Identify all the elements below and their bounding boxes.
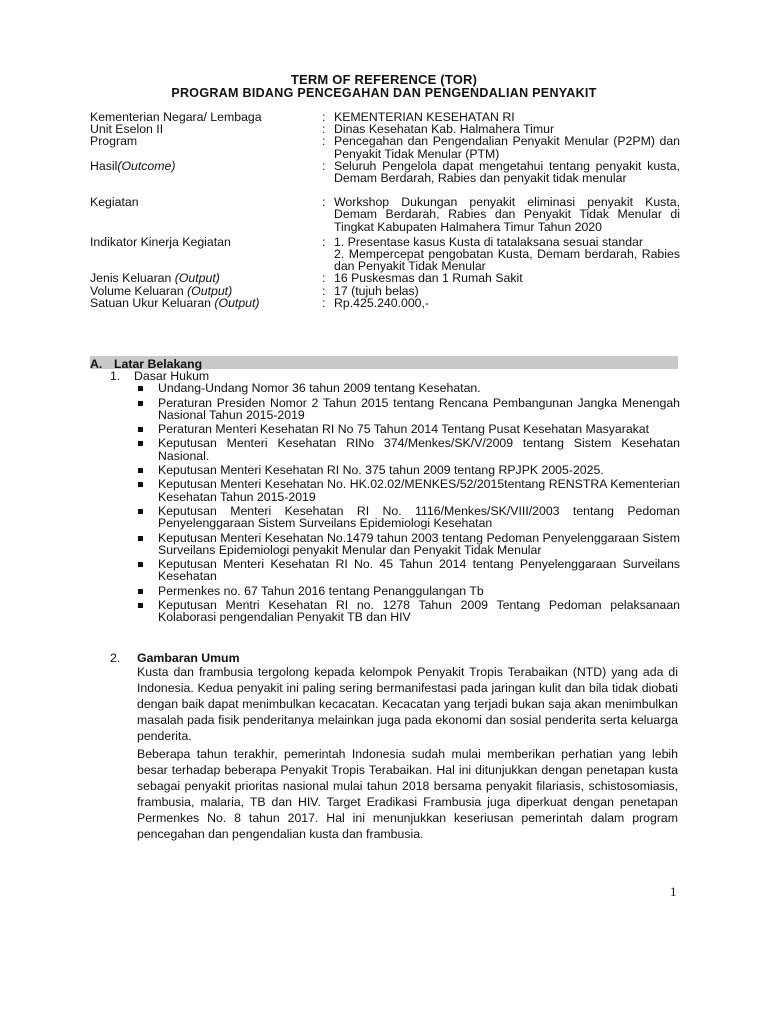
info-value: 17 (tujuh belas)	[334, 283, 419, 298]
info-colon: :	[322, 195, 326, 210]
info-colon: :	[322, 283, 326, 298]
list-item-text: Permenkes no. 67 Tahun 2016 tentang Penanggulangan Tb	[158, 583, 484, 598]
list-item	[137, 532, 680, 557]
info-colon: :	[322, 134, 326, 149]
info-label: Program	[90, 134, 138, 149]
list-item-text: Keputusan Menteri Kesehatan No.1479 tahun 2003 tentang Pedoman Penyelenggaraan Sistem Surveilans Epidemiologi penyakit Menular dan Penyakit Tidak Menular	[158, 530, 680, 557]
bullet-square-icon	[137, 532, 145, 557]
list-item-text: Peraturan Presiden Nomor 2 Tahun 2015 tentang Rencana Pembangunan Jangka Menengah Nasional Tahun 2015-2019	[158, 395, 680, 422]
legal-basis-list	[110, 382, 680, 623]
bullet-square-icon	[137, 505, 145, 530]
list-item	[137, 585, 680, 597]
subsection-title: Gambaran Umum	[137, 651, 240, 665]
info-colon: :	[322, 295, 326, 310]
bullet-square-icon	[137, 423, 145, 435]
info-value: 16 Puskesmas dan 1 Rumah Sakit	[334, 271, 523, 286]
list-item	[137, 464, 680, 476]
section-number: A.	[90, 357, 103, 371]
info-value: Seluruh Pengelola dapat mengetahui tentang penyakit kusta, Demam Berdarah, Rabies dan penyakit tidak menular	[334, 158, 680, 186]
info-value: KEMENTERIAN KESEHATAN RI	[334, 110, 515, 124]
info-table	[90, 111, 680, 309]
list-item-text: Peraturan Menteri Kesehatan RI No 75 Tahun 2014 Tentang Pusat Kesehatan Masyarakat	[158, 422, 650, 437]
info-value: 1. Presentase kasus Kusta di tatalaksana sesuai standar	[334, 234, 643, 249]
bullet-square-icon	[137, 599, 145, 624]
bullet-square-icon	[137, 558, 145, 583]
document-subtitle: PROGRAM BIDANG PENCEGAHAN DAN PENGENDALIAN PENYAKIT	[171, 86, 597, 100]
bullet-square-icon	[137, 397, 145, 422]
info-colon: :	[322, 110, 326, 124]
list-item	[137, 423, 680, 435]
list-item-text: Keputusan Menteri Kesehatan RI No. 1116/Menkes/SK/VIII/2003 tentang Pedoman Penyelenggaraan Sistem Surveilans Epidemiologi Kesehatan	[158, 503, 680, 531]
info-value: Dinas Kesehatan Kab. Halmahera Timur	[334, 122, 555, 137]
bullet-square-icon	[137, 478, 145, 503]
subsection-number: 1.	[110, 369, 121, 383]
subsection-number: 2.	[110, 651, 121, 665]
paragraph: Kusta dan frambusia tergolong kepada kelompok Penyakit Tropis Terabaikan (NTD) yang ada di Indonesia. Kedua penyakit ini paling sering bermanifestasi pada jaringan kulit dan bila tidak diobati dengan baik dapat menimbulkan kecacatan. Kecacatan yang terjadi bukan saja akan menimbulkan masalah pada fisik penderitanya melainkan juga pada ekonomi dan sosial penderita serta keluarga penderita.	[137, 665, 678, 743]
info-label: Hasil(Outcome)	[90, 158, 176, 173]
list-item	[137, 478, 680, 503]
info-value: Rp.425.240.000,-	[334, 295, 430, 310]
list-item	[137, 505, 680, 530]
info-colon: :	[322, 122, 326, 137]
info-value: Workshop Dukungan penyakit eliminasi penyakit Kusta, Demam Berdarah, Rabies dan Penyakit Tidak Menular di Tingkat Kabupaten Halmahera Timur Tahun 2020	[334, 195, 680, 234]
list-item-text: Keputusan Menteri Kesehatan RI No. 45 Tahun 2014 tentang Penyelenggaraan Surveilans Kesehatan	[158, 557, 680, 584]
page-number: 1	[670, 884, 677, 899]
info-value: 2. Mempercepat pengobatan Kusta, Demam berdarah, Rabies dan Penyakit Tidak Menular	[334, 247, 680, 274]
info-row-satuan-ukur	[90, 297, 680, 309]
bullet-square-icon	[137, 437, 145, 462]
bullet-square-icon	[137, 382, 145, 394]
info-label: Kegiatan	[90, 195, 139, 210]
list-item-text: Keputusan Mentri Kesehatan RI no. 1278 Tahun 2009 Tentang Pedoman pelaksanaan Kolaborasi pengendalian Penyakit TB dan HIV	[158, 598, 680, 625]
info-label: Satuan Ukur Keluaran (Output)	[90, 295, 260, 310]
info-label: Kementerian Negara/ Lembaga	[90, 110, 262, 124]
info-colon: :	[322, 234, 326, 249]
info-value: Pencegahan dan Pengendalian Penyakit Menular (P2PM) dan Penyakit Tidak Menular (PTM)	[334, 134, 680, 161]
list-item	[137, 558, 680, 583]
dasar-hukum-section	[110, 370, 680, 624]
list-item-text: Keputusan Menteri Kesehatan RI No. 375 tahun 2009 tentang RPJPK 2005-2025.	[158, 463, 604, 478]
paragraph: Beberapa tahun terakhir, pemerintah Indonesia sudah mulai memberikan perhatian yang lebih besar terhadap beberapa Penyakit Tropis Terabaikan. Hal ini ditunjukkan dengan penetapan kusta sebagai penyakit prioritas nasional mulai tahun 2018 bersama penyakit filariasis, schistosomiasis, frambusia, malaria, TB dan HIV. Target Eradikasi Frambusia juga diperkuat dengan penetapan Permenkes No. 8 tahun 2017. Hal ini menunjukkan keseriusan pemerintah dalam program pencegahan dan pengendalian kusta dan frambusia.	[137, 747, 678, 841]
bullet-square-icon	[137, 464, 145, 476]
list-item-text: Undang-Undang Nomor 36 tahun 2009 tentang Kesehatan.	[158, 381, 481, 396]
info-label: Indikator Kinerja Kegiatan	[90, 234, 231, 249]
list-item	[137, 437, 680, 462]
info-row-kegiatan	[90, 196, 680, 233]
info-row-program	[90, 135, 680, 159]
info-label: Unit Eselon II	[90, 122, 164, 137]
document-title: TERM OF REFERENCE (TOR)	[290, 72, 478, 87]
info-label: Volume Keluaran (Output)	[90, 283, 233, 298]
info-colon: :	[322, 271, 326, 286]
list-item	[137, 599, 680, 624]
list-item-text: Keputusan Menteri Kesehatan No. HK.02.02/MENKES/52/2015tentang RENSTRA Kementerian Kesehatan Tahun 2015-2019	[158, 477, 680, 504]
list-item-text: Keputusan Menteri Kesehatan RINo 374/Menkes/SK/V/2009 tentang Sistem Kesehatan Nasional.	[158, 436, 680, 463]
bullet-square-icon	[137, 585, 145, 597]
subsection-title: Dasar Hukum	[134, 369, 210, 383]
subsection-heading	[110, 651, 240, 665]
list-item	[137, 397, 680, 422]
info-row-indikator	[90, 236, 680, 273]
list-item	[137, 382, 680, 394]
info-label: Jenis Keluaran (Output)	[90, 271, 220, 286]
info-colon: :	[322, 158, 326, 173]
info-row-hasil	[90, 160, 680, 184]
section-title: Latar Belakang	[114, 357, 203, 371]
